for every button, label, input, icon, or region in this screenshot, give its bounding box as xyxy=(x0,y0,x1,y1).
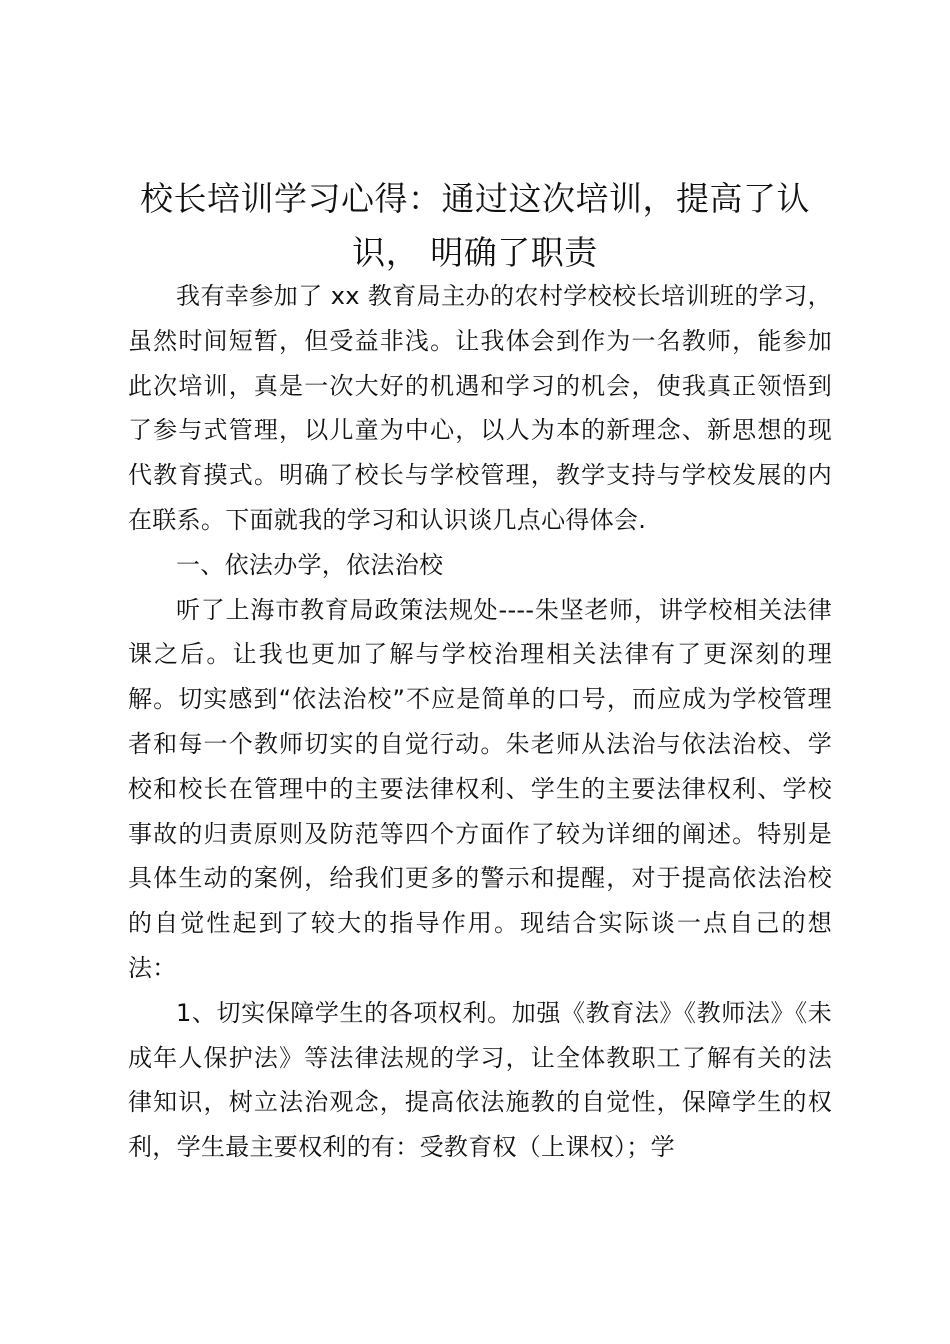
paragraph-law-lecture: 听了上海市教育局政策法规处----朱坚老师，讲学校相关法律课之后。让我也更加了解与学校治理相关法律有了更深刻的理解。切实感到“依法治校”不应是简单的口号，而应成为学校管理者和每一个教师切实的自觉行动。朱老师从法治与依法治校、学校和校长在管理中的主要法律权利、学生的主要法律权利、学校事故的归责原则及防范等四个方面作了较为详细的阐述。特别是具体生动的案例，给我们更多的警示和提醒，对于提高依法治校的自觉性起到了较大的指导作用。现结合实际谈一点自己的想法： xyxy=(128,595,832,982)
paragraph-intro: 我有幸参加了 xx 教育局主办的农村学校校长培训班的学习，虽然时间短暂，但受益非浅。让我体会到作为一名教师，能参加此次培训，真是一次大好的机遇和学习的机会，使我真正领悟到了参与式管理，以儿童为中心，以人为本的新理念、新思想的现代教育摸式。明确了校长与学校管理，教学支持与学校发展的内在联系。下面就我的学习和认识谈几点心得体会. xyxy=(128,282,832,534)
document-body xyxy=(128,274,832,1170)
document-title: 校长培训学习心得：通过这次培训，提高了认识， 明确了职责 xyxy=(140,179,810,272)
section-heading-1: 一、依法办学，依法治校 xyxy=(176,550,444,579)
paragraph-point-1: 1、切实保障学生的各项权利。加强《教育法》《教师法》《未成年人保护法》等法律法规的学习，让全体教职工了解有关的法律知识，树立法治观念，提高依法施教的自觉性，保障学生的权利，学生最主要权利的有：受教育权（上课权）；学 xyxy=(128,998,832,1162)
